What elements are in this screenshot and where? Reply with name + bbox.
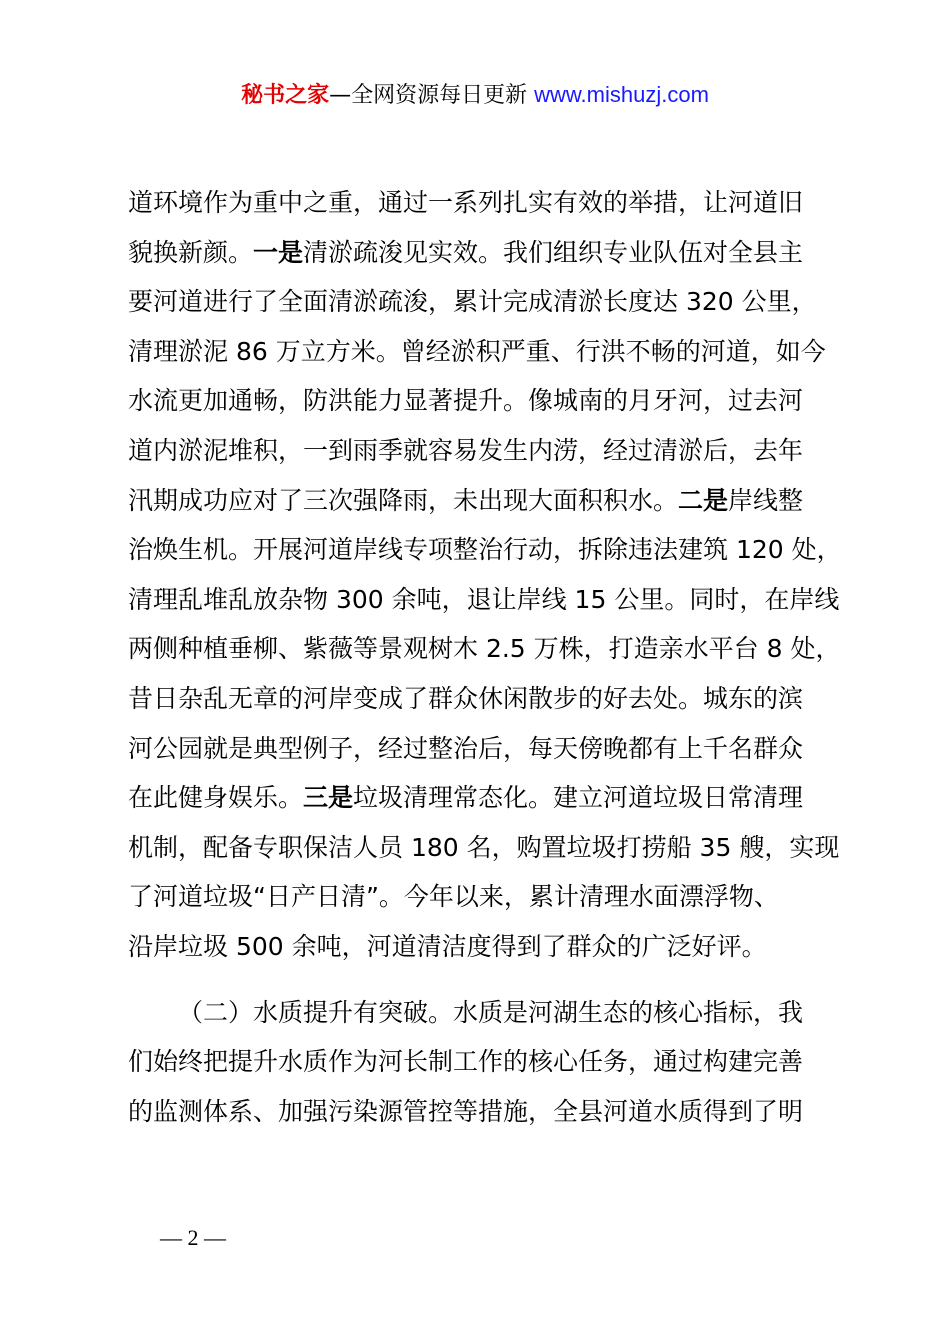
text-line: 两侧种植垂柳、紫薇等景观树木 2.5 万株，打造亲水平台 8 处， [128,634,841,664]
bold-marker: 三是 [303,783,354,813]
text-line: 机制，配备专职保洁人员 180 名，购置垃圾打捞船 35 艘，实现 [128,832,840,862]
bold-marker: 一是 [253,237,304,267]
site-header [0,78,950,113]
text-line: 昔日杂乱无章的河岸变成了群众休闲散步的好去处。城东的滨 [128,683,804,713]
text-line: 们始终把提升水质作为河长制工作的核心任务，通过构建完善 [128,1047,804,1077]
text-line: 水流更加通畅，防洪能力显著提升。像城南的月牙河，过去河 [128,386,804,416]
text-line: 的监测体系、加强污染源管控等措施，全县河道水质得到了明 [128,1096,804,1126]
text-line: 河公园就是典型例子，经过整治后，每天傍晚都有上千名群众 [128,733,804,763]
text-line: 清理淤泥 86 万立方米。曾经淤积严重、行洪不畅的河道，如今 [128,336,826,366]
text-line: 了河道垃圾“日产日清”。今年以来，累计清理水面漂浮物、 [128,882,779,912]
text-line: 清理乱堆乱放杂物 300 余吨，退让岸线 15 公里。同时，在岸线 [128,584,840,614]
text-line: 道内淤泥堆积，一到雨季就容易发生内涝，经过清淤后，去年 [128,435,804,465]
bold-marker: 二是 [678,485,729,515]
text-line: 汛期成功应对了三次强降雨，未出现大面积积水。二是岸线整 [128,485,804,515]
brand-name: 秘书之家 [241,83,330,108]
text-line: 道环境作为重中之重，通过一系列扎实有效的举措，让河道旧 [128,188,804,217]
document-body [128,178,848,1136]
text-line: 沿岸垃圾 500 余吨，河道清洁度得到了群众的广泛好评。 [128,931,767,961]
text-line: 治焕生机。开展河道岸线专项整治行动，拆除违法建筑 120 处， [128,535,842,565]
text-line: （二）水质提升有突破。水质是河湖生态的核心指标，我 [178,997,804,1027]
text-line: 要河道进行了全面清淤疏浚，累计完成清淤长度达 320 公里， [128,287,817,317]
header-tagline: —全网资源每日更新 [329,83,535,108]
paragraph-gap [128,972,848,988]
page-number: — 2 — [160,1225,226,1250]
text-line: 貌换新颜。一是清淤疏浚见实效。我们组织专业队伍对全县主 [128,237,804,267]
text-line: 在此健身娱乐。三是垃圾清理常态化。建立河道垃圾日常清理 [128,783,804,813]
site-url[interactable]: www.mishuzj.com [534,82,709,107]
